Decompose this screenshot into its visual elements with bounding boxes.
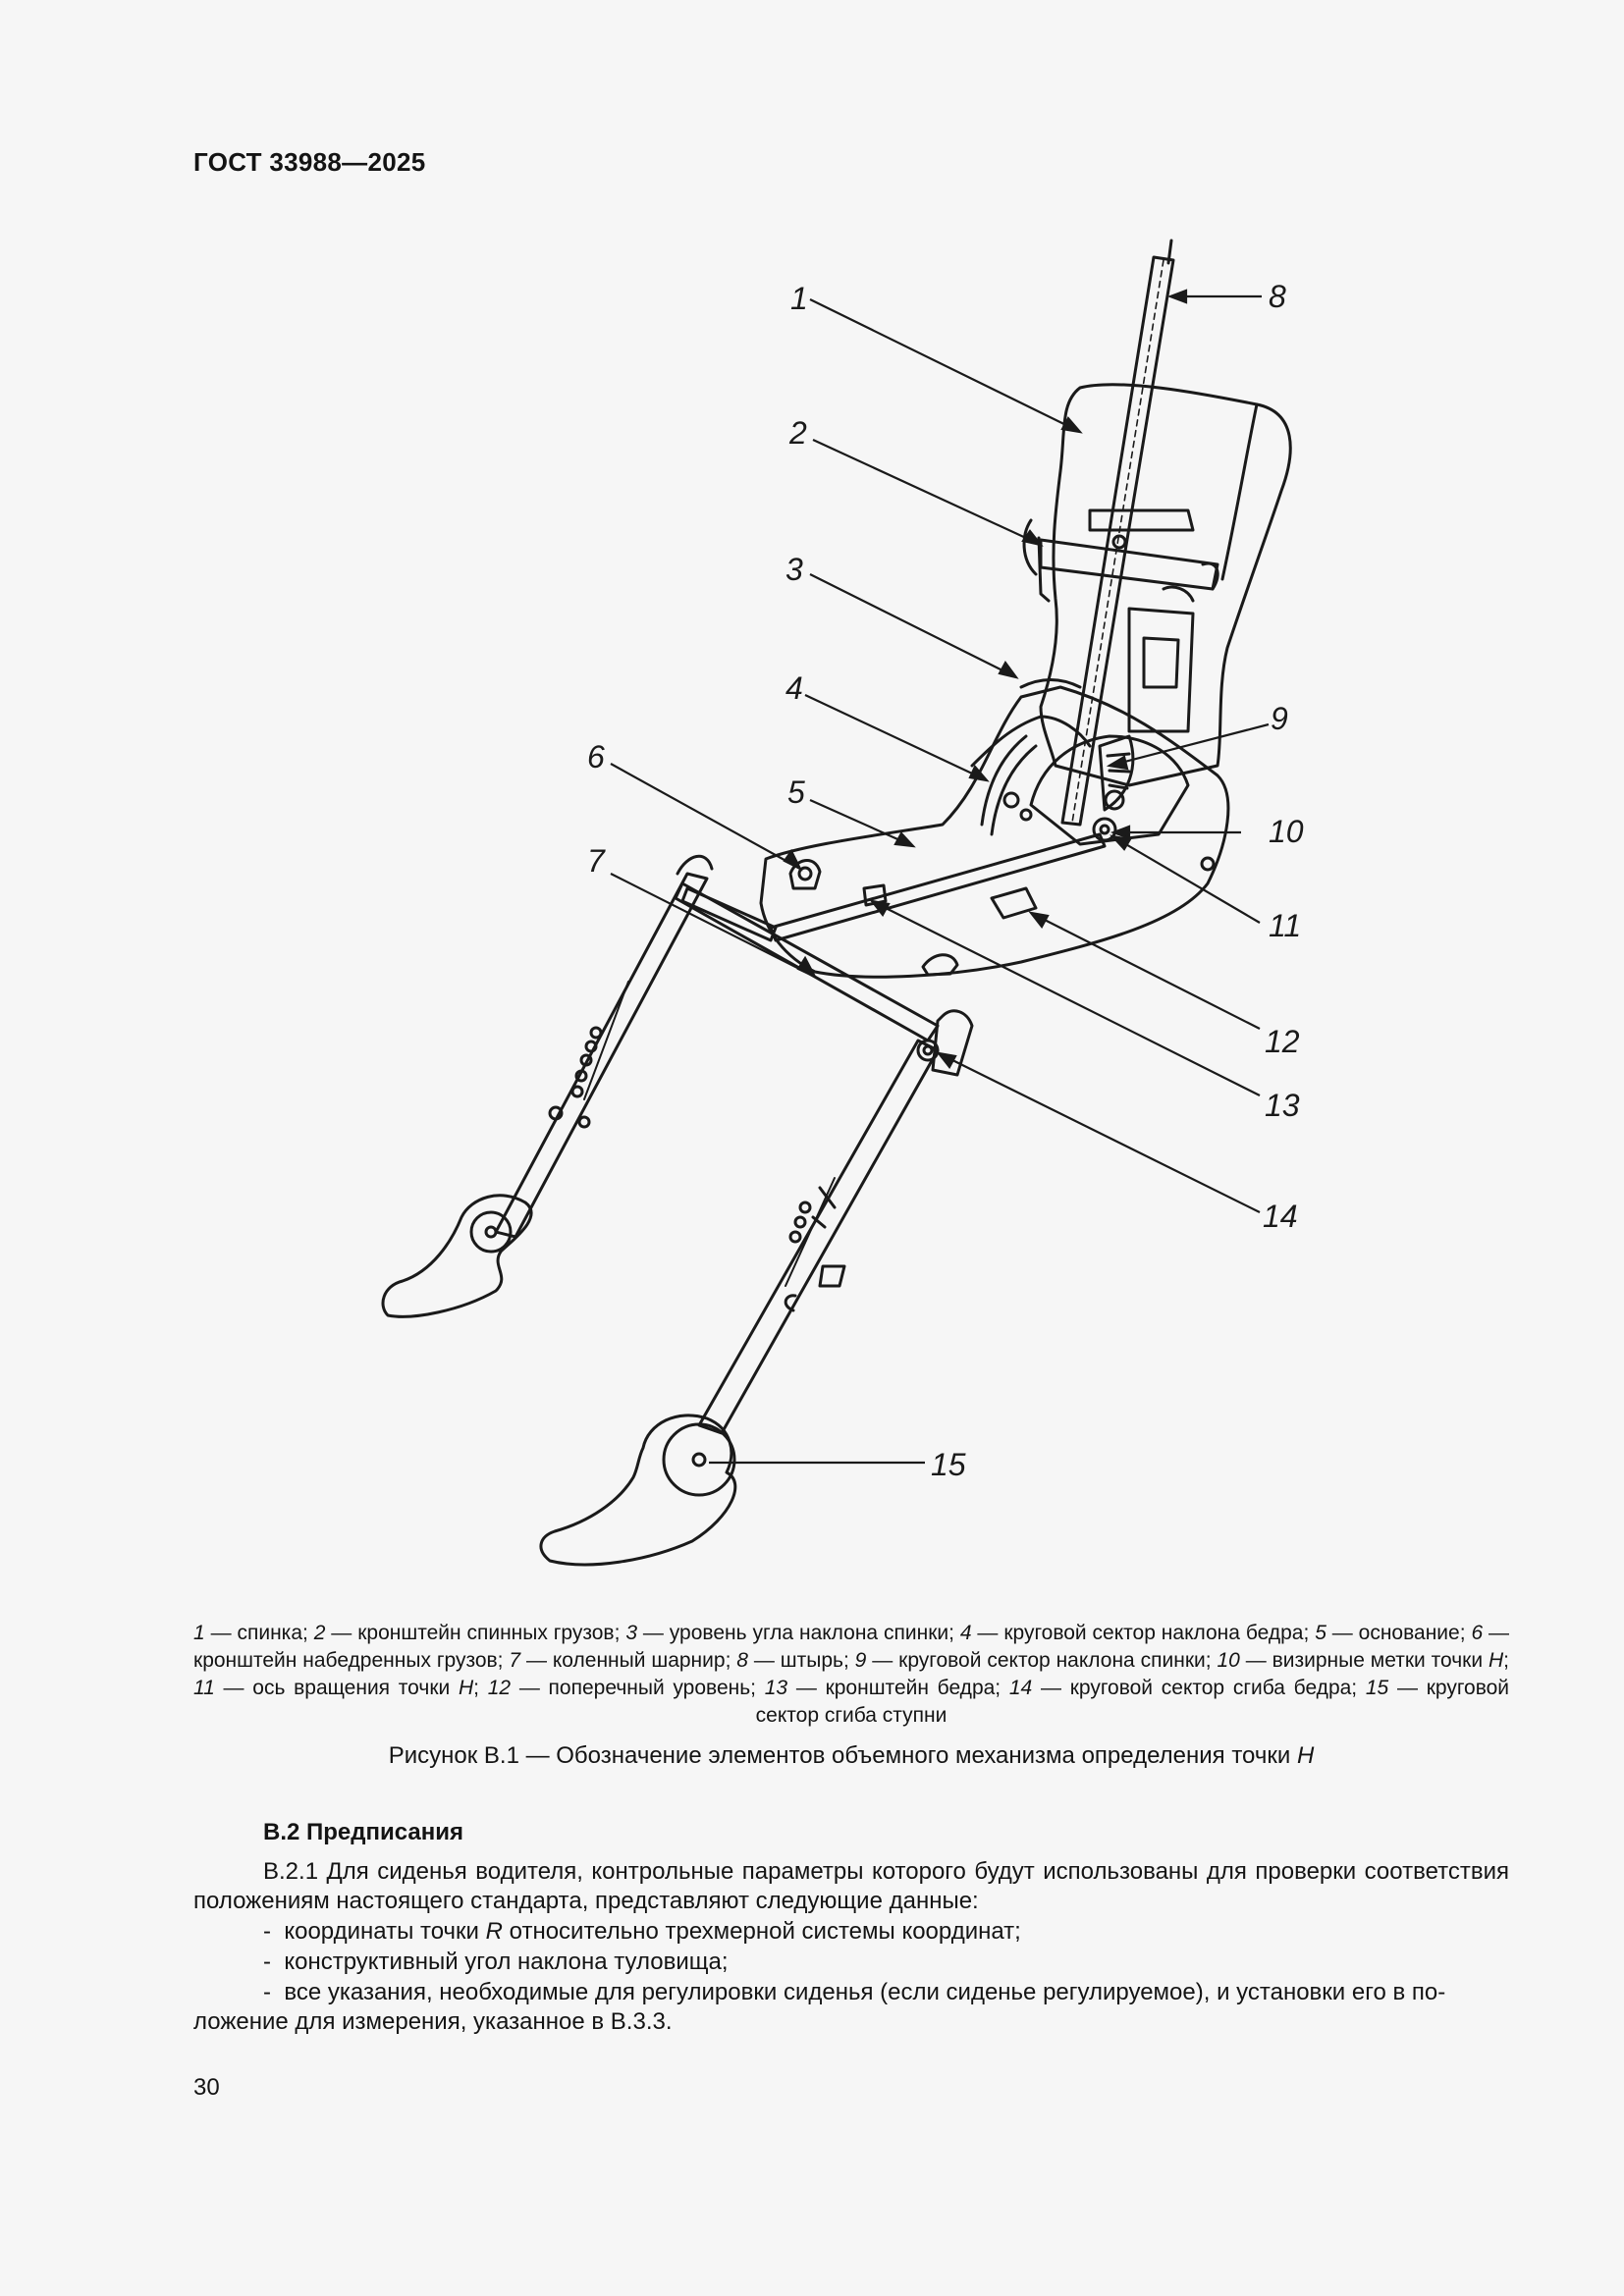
figure-label-2: 2 <box>789 415 807 451</box>
legend-entry: 10 — визирные метки точки H; <box>1217 1649 1510 1672</box>
right-leg-bar <box>699 1041 938 1433</box>
caption-h-symbol: H <box>1296 1742 1315 1769</box>
figure-label-14: 14 <box>1263 1199 1298 1234</box>
bullet-item <box>263 1917 1509 1947</box>
figure-legend <box>193 1620 1509 1730</box>
legend-entry-number: 10 <box>1217 1649 1240 1672</box>
legend-entry-number: 14 <box>1008 1677 1033 1699</box>
legend-entry-number: 13 <box>764 1677 788 1699</box>
figure-label-6: 6 <box>587 739 605 774</box>
bullet-dash: - <box>263 1949 271 1975</box>
bullet-text-continued: ложение для измерения, указанное в В.3.3. <box>193 2008 673 2035</box>
legend-entry-number: 7 <box>509 1649 521 1672</box>
bullet-text: относительно трехмерной системы координат; <box>509 1918 1021 1945</box>
caption-text: Рисунок В.1 — Обозначение элементов объемного механизма определения точки <box>388 1742 1291 1769</box>
legend-entry: 15 — круговой сектор сгиба ступни <box>755 1677 1510 1727</box>
page-number: 30 <box>193 2074 220 2101</box>
figure-label-11: 11 <box>1269 908 1302 943</box>
legend-entry-number: 12 <box>487 1677 512 1699</box>
section-title: В.2 Предписания <box>263 1819 463 1845</box>
bullet-item <box>263 1948 1509 1977</box>
legend-entry: 7 — коленный шарнир; <box>509 1649 737 1672</box>
bullet-dash: - <box>263 1979 271 2005</box>
legend-entry: 5 — основание; <box>1315 1622 1472 1644</box>
legend-entry-number: 1 <box>193 1622 205 1644</box>
figure-label-13: 13 <box>1265 1088 1300 1123</box>
section-paragraph: В.2.1 Для сиденья водителя, контрольные параметры которого будут использованы для проверки соответствия положениям настоящего стандарта, представляют следующие данные: <box>193 1858 1509 1914</box>
foot-angle-sector <box>664 1424 734 1495</box>
legend-entry: 11 — ось вращения точки H; <box>193 1677 488 1699</box>
legend-entry: 14 — круговой сектор сгиба бедра; <box>1008 1677 1366 1699</box>
figure-label-4: 4 <box>785 670 803 706</box>
legend-entry-number: 6 <box>1471 1622 1484 1644</box>
legend-entry-number: 9 <box>854 1649 867 1672</box>
figure-label-15: 15 <box>931 1447 966 1482</box>
figure-label-8: 8 <box>1269 279 1286 314</box>
legend-entry: 2 — кронштейн спинных грузов; <box>313 1622 626 1644</box>
bullet-text: координаты точки <box>284 1918 479 1945</box>
figure-label-10: 10 <box>1269 814 1304 849</box>
bullet-text: все указания, необходимые для регулировки сиденья (если сиденье регулируемое), и установки его в по- <box>284 1979 1446 2005</box>
legend-entry-number: 5 <box>1315 1622 1326 1644</box>
legend-entry-number: 11 <box>193 1677 215 1699</box>
legend-entry-number: 15 <box>1365 1677 1389 1699</box>
legend-entry: 1 — спинка; <box>193 1622 314 1644</box>
legend-entry: 12 — поперечный уровень; <box>487 1677 765 1699</box>
legend-entry: 4 — круговой сектор наклона бедра; <box>959 1622 1316 1644</box>
legend-entry-number: 3 <box>625 1622 638 1644</box>
legend-entry-number: 4 <box>959 1622 972 1644</box>
figure-label-12: 12 <box>1265 1024 1300 1059</box>
figure-label-7: 7 <box>587 843 605 879</box>
legend-entry: 13 — кронштейн бедра; <box>764 1677 1009 1699</box>
figure-label-1: 1 <box>790 281 808 316</box>
bullet-dash: - <box>263 1918 271 1945</box>
legend-h-symbol: H <box>458 1677 474 1699</box>
legend-h-symbol: H <box>1489 1649 1504 1672</box>
figure-label-9: 9 <box>1271 701 1288 736</box>
legend-entry-number: 8 <box>736 1649 748 1672</box>
figure-label-5: 5 <box>787 774 805 810</box>
bullet-r-symbol: R <box>485 1918 503 1945</box>
figure-label-3: 3 <box>785 552 803 587</box>
legend-entry: 3 — уровень угла наклона спинки; <box>625 1622 960 1644</box>
legend-entry-number: 2 <box>313 1622 326 1644</box>
legend-entry: 6 — кронштейн набедренных грузов; <box>193 1622 1510 1672</box>
document-header: ГОСТ 33988—2025 <box>193 147 426 177</box>
legend-entry: 8 — штырь; <box>736 1649 855 1672</box>
legend-entry: 9 — круговой сектор наклона спинки; <box>854 1649 1218 1672</box>
figure-caption <box>193 1742 1509 1770</box>
bullet-text: конструктивный угол наклона туловища; <box>284 1949 729 1975</box>
bullet-item <box>193 1978 1509 2037</box>
